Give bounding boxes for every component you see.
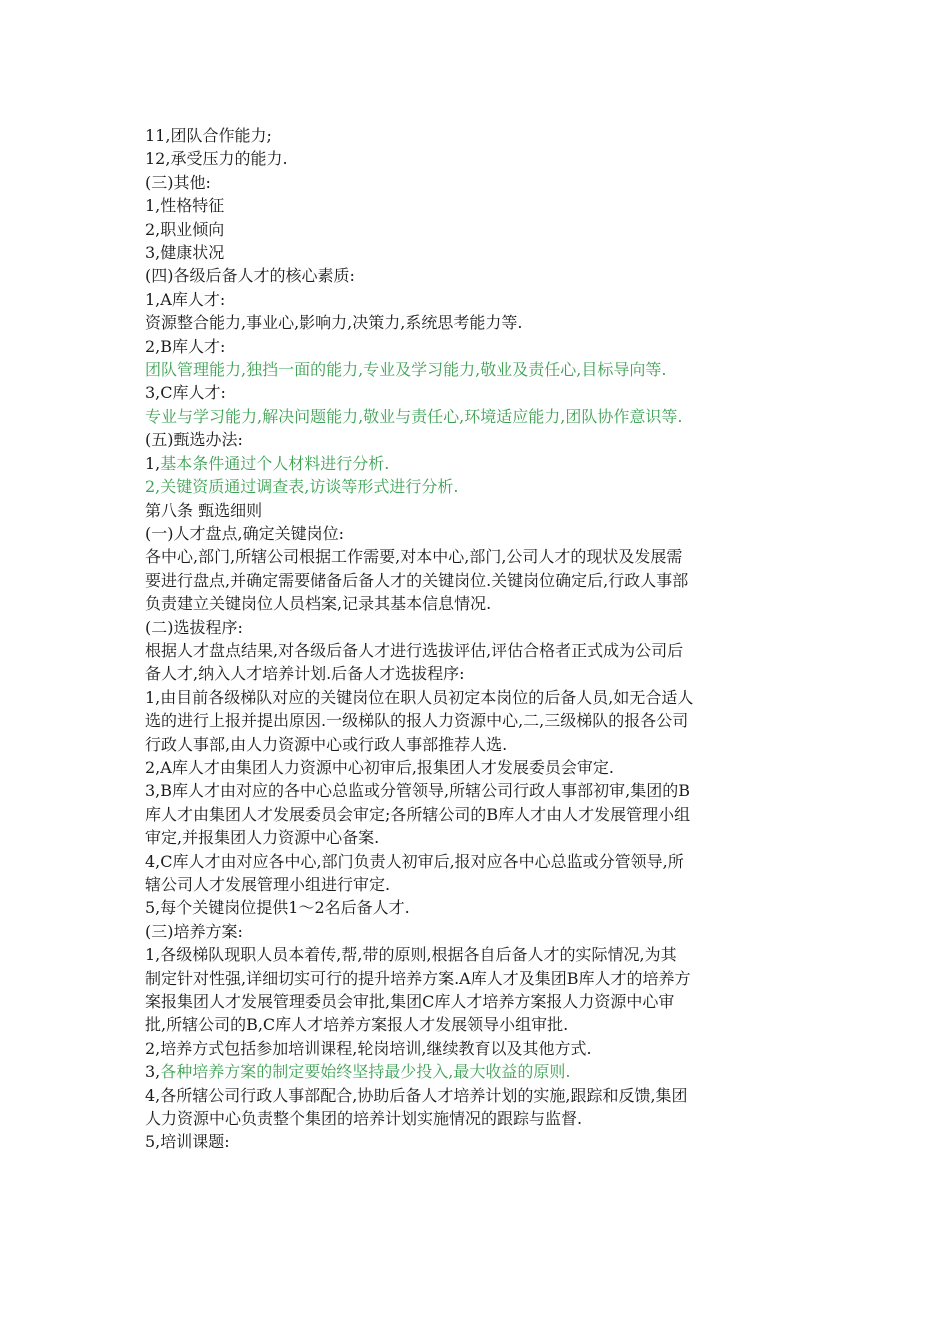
line-text: (五)甄选办法: (145, 430, 243, 450)
text-line (145, 428, 815, 451)
line-text: (一)人才盘点,确定关键岗位: (145, 523, 344, 543)
line-text: 辖公司人才发展管理小组进行审定. (145, 875, 391, 894)
text-line (145, 1084, 815, 1107)
document-body (145, 124, 815, 1154)
line-text: 选的进行上报并提出原因.一级梯队的报人力资源中心,二,三级梯队的报各公司 (145, 711, 689, 731)
line-text: 2,关键资质通过调查表,访谈等形式进行分析. (145, 477, 459, 497)
text-line (145, 241, 815, 264)
text-line (145, 545, 815, 568)
line-text: 要进行盘点,并确定需要储备后备人才的关键岗位.关键岗位确定后,行政人事部 (145, 570, 689, 590)
text-line (145, 709, 815, 732)
line-text: 审定,并报集团人力资源中心备案. (145, 828, 380, 848)
text-line (145, 943, 815, 966)
line-text: 1,各级梯队现职人员本着传,帮,带的原则,根据各自后备人才的实际情况,为其 (145, 945, 677, 965)
text-line (145, 147, 815, 170)
line-text: 3,C库人才: (145, 383, 226, 403)
text-line (145, 616, 815, 639)
text-line (145, 756, 815, 779)
line-text: 3,健康状况 (145, 243, 225, 263)
line-text: 专业与学习能力,解决问题能力,敬业与责任心,环境适应能力,团队协作意识等. (145, 406, 683, 426)
line-prefix: 1, (145, 453, 161, 473)
text-line (145, 1107, 815, 1130)
line-text: 案报集团人才发展管理委员会审批,集团C库人才培养方案报人力资源中心审 (145, 992, 675, 1012)
line-text: 5,培训课题: (145, 1132, 230, 1152)
text-line (145, 1037, 815, 1060)
text-line (145, 311, 815, 334)
line-text: 根据人才盘点结果,对各级后备人才进行选拔评估,评估合格者正式成为公司后 (145, 640, 684, 660)
line-text: 备人才,纳入人才培养计划.后备人才选拔程序: (145, 664, 465, 684)
text-line (145, 218, 815, 241)
text-line (145, 639, 815, 662)
line-text: (四)各级后备人才的核心素质: (145, 266, 355, 286)
line-text: 12,承受压力的能力. (145, 149, 288, 169)
text-line (145, 1130, 815, 1153)
line-text: 人力资源中心负责整个集团的培养计划实施情况的跟踪与监督. (145, 1109, 583, 1129)
text-line (145, 592, 815, 615)
text-line (145, 499, 815, 522)
line-text: 第八条 甄选细则 (145, 500, 263, 520)
text-line (145, 896, 815, 919)
line-text: (三)其他: (145, 172, 211, 192)
text-line (145, 733, 815, 756)
text-line (145, 662, 815, 685)
line-text: 1,由目前各级梯队对应的关键岗位在职人员初定本岗位的后备人员,如无合适人 (145, 687, 694, 707)
text-line (145, 569, 815, 592)
text-line (145, 850, 815, 873)
text-line (145, 264, 815, 287)
line-text: 1,性格特征 (145, 196, 225, 216)
line-text: 5,每个关键岗位提供1～2名后备人才. (145, 898, 410, 918)
text-line (145, 358, 815, 381)
line-text: 4,各所辖公司行政人事部配合,协助后备人才培养计划的实施,跟踪和反馈,集团 (145, 1085, 688, 1105)
text-line (145, 990, 815, 1013)
line-text: 11,团队合作能力; (145, 126, 272, 145)
line-text: 2,职业倾向 (145, 219, 225, 239)
line-text: 批,所辖公司的B,C库人才培养方案报人才发展领导小组审批. (145, 1015, 569, 1035)
line-text: 负责建立关键岗位人员档案,记录其基本信息情况. (145, 594, 492, 614)
line-text: 资源整合能力,事业心,影响力,决策力,系统思考能力等. (145, 313, 523, 333)
text-line (145, 826, 815, 849)
line-text: 团队管理能力,独挡一面的能力,专业及学习能力,敬业及责任心,目标导向等. (145, 360, 667, 380)
text-line (145, 381, 815, 404)
text-line (145, 779, 815, 802)
text-line (145, 522, 815, 545)
line-text: 行政人事部,由人力资源中心或行政人事部推荐人选. (145, 734, 508, 754)
line-text: 2,培养方式包括参加培训课程,轮岗培训,继续教育以及其他方式. (145, 1038, 592, 1058)
text-line (145, 803, 815, 826)
text-line (145, 475, 815, 498)
text-line (145, 335, 815, 358)
text-line (145, 1013, 815, 1036)
line-text: 2,A库人才由集团人力资源中心初审后,报集团人才发展委员会审定. (145, 757, 614, 777)
text-line (145, 873, 815, 896)
text-line (145, 405, 815, 428)
text-line (145, 288, 815, 311)
line-text: 制定针对性强,详细切实可行的提升培养方案.A库人才及集团B库人才的培养方 (145, 968, 691, 988)
line-prefix: 3, (145, 1062, 161, 1082)
text-line (145, 1060, 815, 1083)
text-line (145, 171, 815, 194)
text-line (145, 194, 815, 217)
line-text: (三)培养方案: (145, 921, 243, 941)
text-line (145, 124, 815, 147)
text-line (145, 920, 815, 943)
line-text: 各中心,部门,所辖公司根据工作需要,对本中心,部门,公司人才的现状及发展需 (145, 547, 683, 567)
line-text: 3,B库人才由对应的各中心总监或分管领导,所辖公司行政人事部初审,集团的B (145, 781, 690, 801)
line-text: (二)选拔程序: (145, 617, 243, 637)
text-line (145, 452, 815, 475)
line-text: 库人才由集团人才发展委员会审定;各所辖公司的B库人才由人才发展管理小组 (145, 804, 691, 824)
line-text: 1,A库人才: (145, 289, 226, 309)
line-text: 基本条件通过个人材料进行分析. (160, 453, 390, 473)
line-text: 各种培养方案的制定要始终坚持最少投入,最大收益的原则. (160, 1062, 571, 1082)
line-text: 4,C库人才由对应各中心,部门负责人初审后,报对应各中心总监或分管领导,所 (145, 851, 684, 871)
text-line (145, 686, 815, 709)
line-text: 2,B库人才: (145, 336, 226, 356)
text-line (145, 967, 815, 990)
